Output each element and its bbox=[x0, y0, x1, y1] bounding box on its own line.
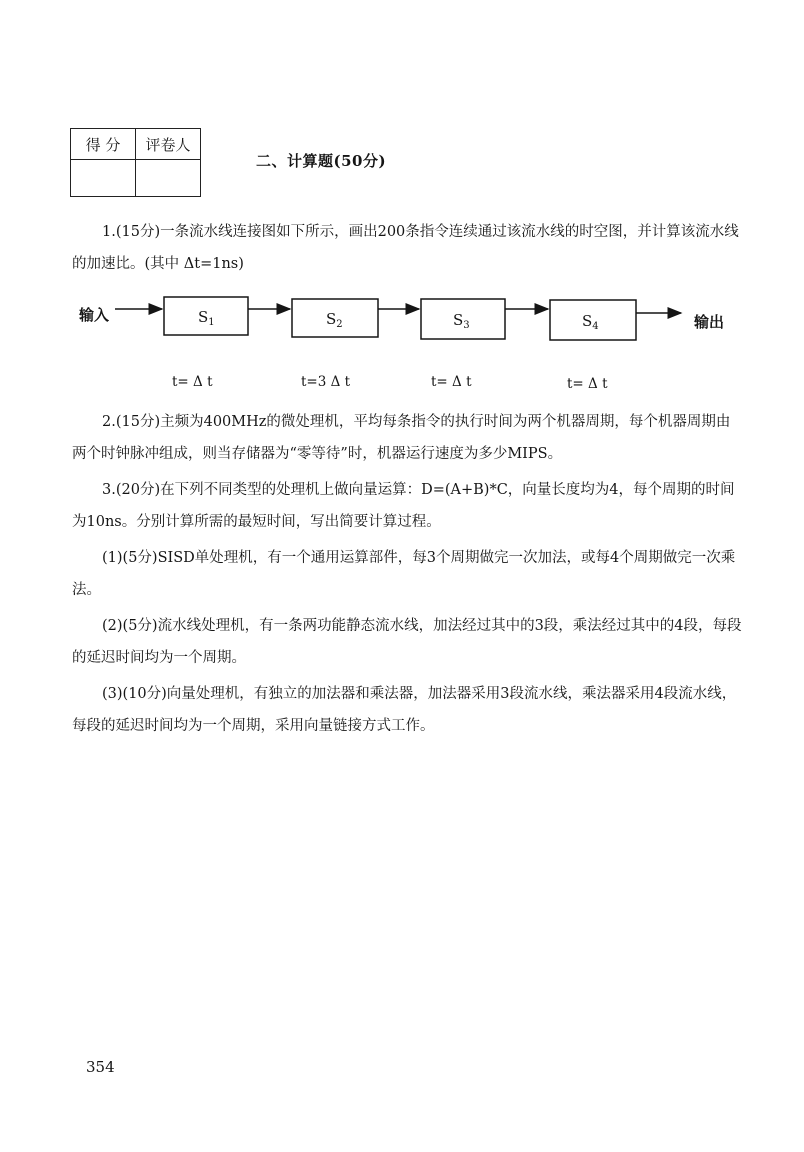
question-3-part-3: (3)(10分)向量处理机，有独立的加法器和乘法器，加法器采用3段流水线，乘法器采用4段流水线，每段的延迟时间均为一个周期，采用向量链接方式工作。 bbox=[72, 686, 737, 734]
grader-header: 评卷人 bbox=[136, 129, 201, 160]
section-title: 二、计算题(50分) bbox=[256, 152, 387, 170]
stage-time-2: t=3 Δ t bbox=[301, 374, 351, 390]
question-3-part-1: (1)(5分)SISD单处理机，有一个通用运算部件，每3个周期做完一次加法，或每4个周期做完一次乘法。 bbox=[72, 550, 736, 598]
score-header: 得 分 bbox=[71, 129, 136, 160]
question-2: 2.(15分)主频为400MHz的微处理机，平均每条指令的执行时间为两个机器周期，每个机器周期由两个时钟脉冲组成，则当存储器为“零等待”时，机器运行速度为多少MIPS。 bbox=[72, 414, 731, 462]
input-label: 输入 bbox=[79, 306, 110, 324]
stage-label-1: $S_1$ bbox=[198, 308, 215, 328]
stage-label-4: $S_4$ bbox=[582, 312, 599, 332]
score-cell[interactable] bbox=[71, 160, 136, 197]
page-number: 354 bbox=[86, 1058, 115, 1076]
question-3-part-2: (2)(5分)流水线处理机，有一条两功能静态流水线，加法经过其中的3段，乘法经过其中的4段，每段的延迟时间均为一个周期。 bbox=[72, 618, 742, 666]
stage-label-3: $S_3$ bbox=[453, 311, 470, 331]
score-table bbox=[70, 128, 201, 197]
output-label: 输出 bbox=[694, 313, 725, 331]
stage-label-2: $S_2$ bbox=[326, 310, 343, 330]
pipeline-diagram bbox=[0, 280, 804, 400]
stage-time-1: t= Δ t bbox=[172, 374, 213, 390]
question-3: 3.(20分)在下列不同类型的处理机上做向量运算：D=(A+B)*C，向量长度均为4，每个周期的时间为10ns。分别计算所需的最短时间，写出简要计算过程。 bbox=[72, 482, 735, 530]
question-1: 1.(15分)一条流水线连接图如下所示，画出200条指令连续通过该流水线的时空图，并计算该流水线的加速比。(其中 Δt=1ns) bbox=[72, 224, 739, 272]
grader-cell[interactable] bbox=[136, 160, 201, 197]
stage-time-4: t= Δ t bbox=[567, 376, 608, 392]
stage-box-4 bbox=[550, 300, 636, 340]
stage-time-3: t= Δ t bbox=[431, 374, 472, 390]
